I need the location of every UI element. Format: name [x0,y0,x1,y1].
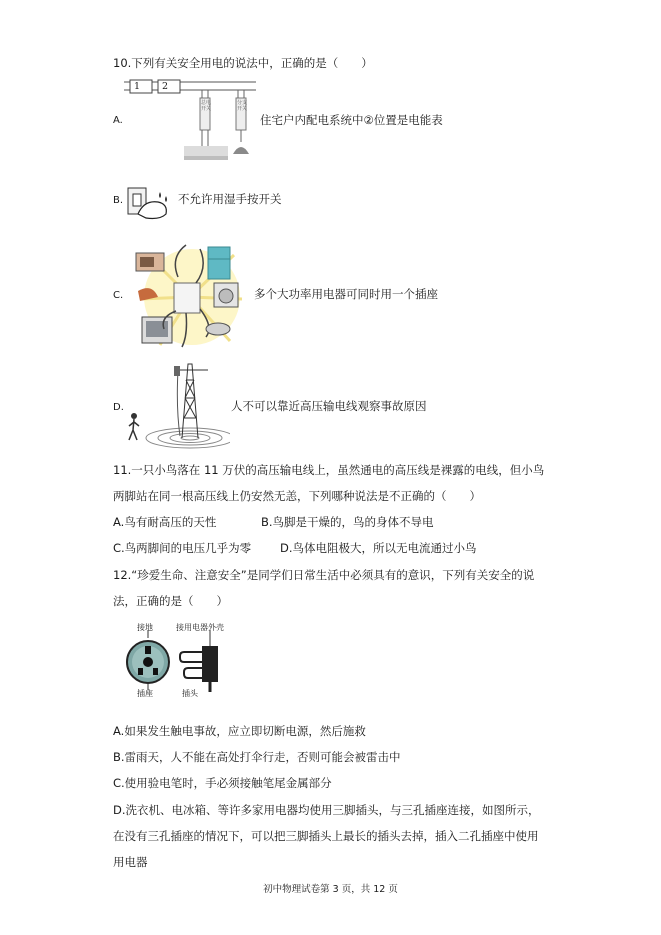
box-label-1: 1 [134,81,141,92]
q10-c-label: C. [113,290,124,301]
plug-icon [202,646,218,682]
q12-option-d-line1: D.洗衣机、电冰箱、等许多家用电器均使用三脚插头，与三孔插座连接，如图所示， [113,803,540,817]
branch-switch-label: 分支开关 [237,100,248,112]
distribution-board-figure [124,78,256,164]
q10-b-text: 不允许用湿手按开关 [178,192,282,206]
q11-stem-line1: 11.一只小鸟落在 11 万伏的高压输电线上，虽然通电的高压线是裸露的电线，但小鸟 [113,463,545,477]
label-appliance-shell: 接用电器外壳 [176,623,224,632]
q12-option-a: A.如果发生触电事故，应立即切断电源，然后施救 [113,724,366,738]
fallen-wire [177,370,180,436]
q10-stem: 10.下列有关安全用电的说法中，正确的是（ ） [113,56,373,70]
person-icon [131,413,137,419]
q12-option-d-line3: 用电器 [113,855,148,869]
q10-c-text: 多个大功率用电器可同时用一个插座 [254,287,438,301]
q11-option-a: A.鸟有耐高压的天性 [113,515,217,529]
q12-stem-line2: 法，正确的是（ ） [113,594,228,608]
q12-option-d-line2: 在没有三孔插座的情况下，可以把三脚插头上最长的插头去掉，插入二孔插座中使用 [113,829,539,843]
fridge-icon [208,247,230,279]
q10-a-label: A. [113,115,123,126]
q10-b-label: B. [113,195,124,206]
q10-d-text: 人不可以靠近高压输电线观察事故原因 [231,399,427,413]
heater-appliance [184,146,228,156]
label-socket: 插座 [137,689,153,698]
q11-option-c: C.鸟两脚间的电压几乎为零 [113,541,252,555]
label-plug: 插头 [182,689,198,698]
power-tower-figure [118,358,230,450]
lamp-icon [233,147,249,154]
power-strip-icon [174,283,200,313]
q12-option-c: C.使用验电笔时，手必须接触笔尾金属部分 [113,776,332,790]
page-footer: 初中物理试卷第 3 页，共 12 页 [263,884,398,895]
q10-a-text: 住宅户内配电系统中②位置是电能表 [260,113,443,127]
q11-option-b: B.鸟脚是干燥的，鸟的身体不导电 [261,515,434,529]
q12-stem-line1: 12.“珍爱生命、注意安全”是同学们日常生活中必须具有的意识，下列有关安全的说 [113,568,535,582]
q11-option-d: D.鸟体电阻极大，所以无电流通过小鸟 [280,541,477,555]
pot-icon [206,323,230,335]
box-label-2: 2 [162,81,169,92]
main-switch-label: 总电开关 [201,100,212,112]
overloaded-socket-figure [130,237,248,355]
q12-option-b: B.雷雨天，人不能在高处打伞行走，否则可能会被雷击中 [113,750,401,764]
wet-hand-switch-figure [124,184,172,222]
label-ground: 接地 [137,623,153,632]
q11-stem-line2: 两脚站在同一根高压线上仍安然无恙，下列哪种说法是不正确的（ ） [113,489,481,503]
q10-d-label: D. [113,402,124,413]
